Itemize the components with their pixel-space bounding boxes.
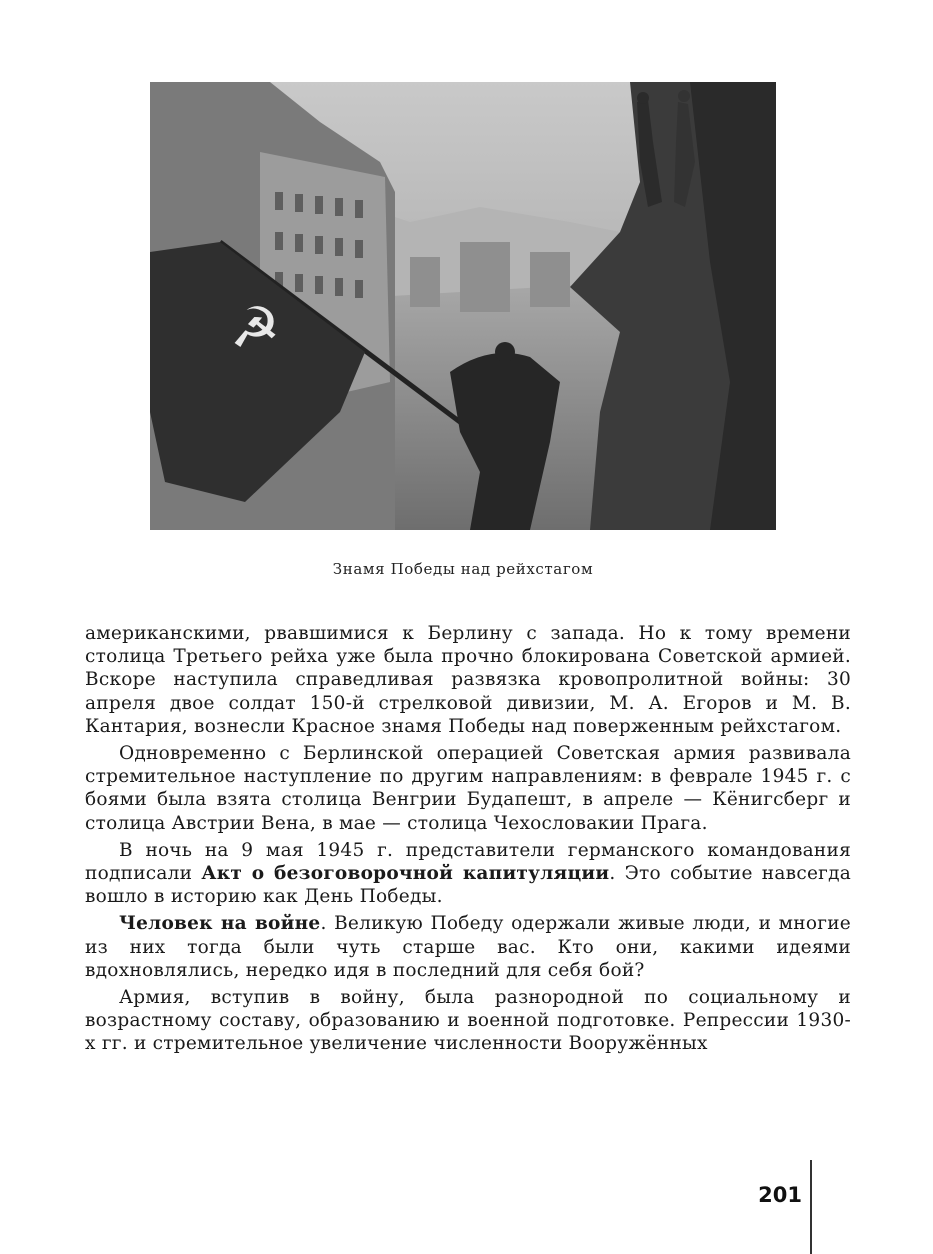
paragraph-2: Одновременно с Берлинской операцией Советская армия развивала стремительное наступление по другим направлениям: в феврале 1945 г. с боями была взята столица Венгрии Будапешт, в апреле — Кёнигсберг и столица Австрии Вена, в мае — столица Чехословакии Прага. — [85, 743, 851, 834]
paragraph-3-text: В ночь на 9 мая 1945 г. представители германского командования подписали — [85, 839, 851, 885]
paragraph-5: Армия, вступив в войну, была разнородной по социальному и возрастному составу, образованию и военной подготовке. Репрессии 1930-х гг. и стремительное увеличение численности Вооружённых — [85, 987, 851, 1055]
figure-caption: Знамя Победы над рейхстагом — [332, 560, 594, 578]
section-heading-man-at-war: Человек на войне — [119, 913, 321, 935]
hammer-sickle-icon: ☭ — [230, 296, 281, 361]
paragraph-3-tail: . Это событие навсегда вошло в историю как День Победы. — [85, 863, 852, 908]
paragraph-4 — [85, 912, 851, 982]
paragraph-1: американскими, рвавшимися к Берлину с запада. Но к тому времени столица Третьего рейха уже была прочно блокирована Советской армией. Вскоре наступила справедливая развязка кровопролитной войны: 30 апреля двое солдат 150-й стрелковой дивизии, М. А. Егоров и М. В. Кантария, вознесли Красное знамя Победы над поверженным рейхстагом. — [85, 623, 851, 737]
victory-banner-photo — [150, 82, 776, 530]
page-edge-rule — [810, 1160, 812, 1254]
paragraph-3 — [85, 839, 851, 909]
term-capitulation-act: Акт о безоговорочной капитуляции — [201, 863, 610, 885]
body-text — [85, 622, 851, 1060]
paragraph-4-text: . Великую Победу одержали живые люди, и многие из них тогда были чуть старше вас. Кто они, какими идеями вдохновлялись, нередко идя в последний для себя бой? — [85, 913, 851, 981]
page-number: 201 — [758, 1183, 802, 1207]
